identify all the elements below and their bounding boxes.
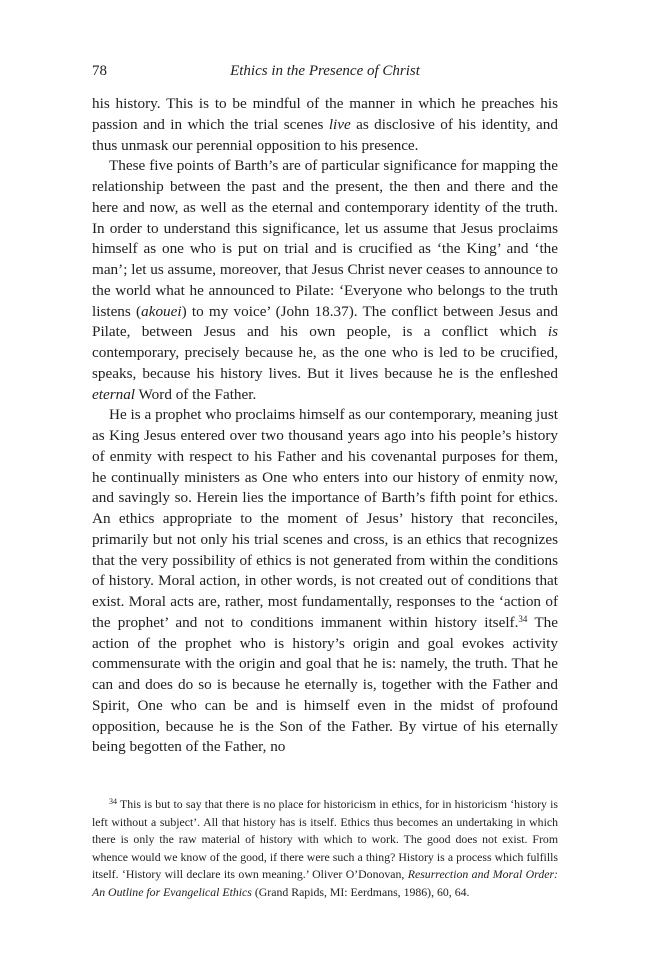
footnote-text-b: (Grand Rapids, MI: Eerdmans, 1986), 60, 64. [251,884,470,899]
footnotes [92,796,558,902]
paragraph-1-text-a: his history. This is to be mindful of the manner in which he preaches his passion and in which the trial scenes [92,95,558,133]
running-header [92,61,558,81]
footnote-text-a: This is but to say that there is no place for historicism in ethics, for in historicism ‘history is left without a subject’. All that history has is itself. Ethics thus becomes an undertaking in which there is only the raw material of history with which to work. The good does not exist. From whence would we know of the good, if there were such a thing? History is a process which fulfills itself. ‘History will declare its own meaning.’ Oliver O’Donovan, [92,797,558,882]
italic-eternal: eternal [92,385,136,403]
footnote-number: 34 [109,797,117,806]
paragraph-2-text-d: Word of the Father. [135,385,257,403]
footnote-reference[interactable]: 34 [518,613,528,624]
paragraph-1-text-b: as disclosive of his identity, and thus unmask our perennial opposition to his presence. [92,115,558,154]
paragraph-2-text-a: These five points of Barth’s are of particular significance for mapping the relationship between the past and the present, the then and there and the here and now, as well as the eternal and contemporary identity of the truth. In order to understand this significance, let us assume that Jesus proclaims himself as one who is put on trial and is crucified as ‘the King’ and ‘the man’; let us assume, moreover, that Jesus Christ never ceases to announce to the world what he announced to Pilate: ‘Everyone who belongs to the truth listens ( [92,157,558,320]
italic-live: live [328,115,351,133]
paragraph-2-text-b: ) to my voice’ (John 18.37). The conflict between Jesus and Pilate, between Jesus and his own people, is a conflict which [92,302,559,341]
paragraph-2 [92,156,558,405]
body-text [92,94,558,758]
italic-akouei: akouei [141,302,182,320]
paragraph-3-text-b: The action of the prophet who is history’s origin and goal evokes activity commensurate with the origin and goal that he is: namely, the truth. That he can and does do so is because he eternally is, together with the Father and Spirit, One who can be and is himself even in the midst of profound opposition, because he is the Son of the Father. By virtue of his eternally being begotten of the Father, no [92,613,558,756]
italic-is: is [547,323,558,341]
footnote-book-title: Resurrection and Moral Order: An Outline for Evangelical Ethics [92,867,558,899]
paragraph-2-text-c: contemporary, precisely because he, as the one who is led to be crucified, speaks, because his history lives. But it lives because he is the enfleshed [92,344,558,382]
paragraph-1 [92,94,558,156]
paragraph-3 [92,405,558,758]
running-title: Ethics in the Presence of Christ [230,63,420,79]
footnote-34 [92,796,558,902]
page-number: 78 [92,63,107,79]
paragraph-3-text-a: He is a prophet who proclaims himself as our contemporary, meaning just as King Jesus entered over two thousand years ago into his people’s history of enmity with respect to his Father and his covenantal purposes for them, he continually ministers as One who enters into our history of enmity now, and savingly so. Herein lies the importance of Barth’s fifth point for ethics. An ethics appropriate to the moment of Jesus’ history that reconciles, primarily but not only his trial scenes and cross, is an ethics that recognizes that the very possibility of ethics is not generated from within the conditions of history. Moral action, in other words, is not created out of conditions that exist. Moral acts are, rather, most fundamentally, responses to the ‘action of the prophet’ and not to conditions immanent within history itself. [92,406,558,631]
